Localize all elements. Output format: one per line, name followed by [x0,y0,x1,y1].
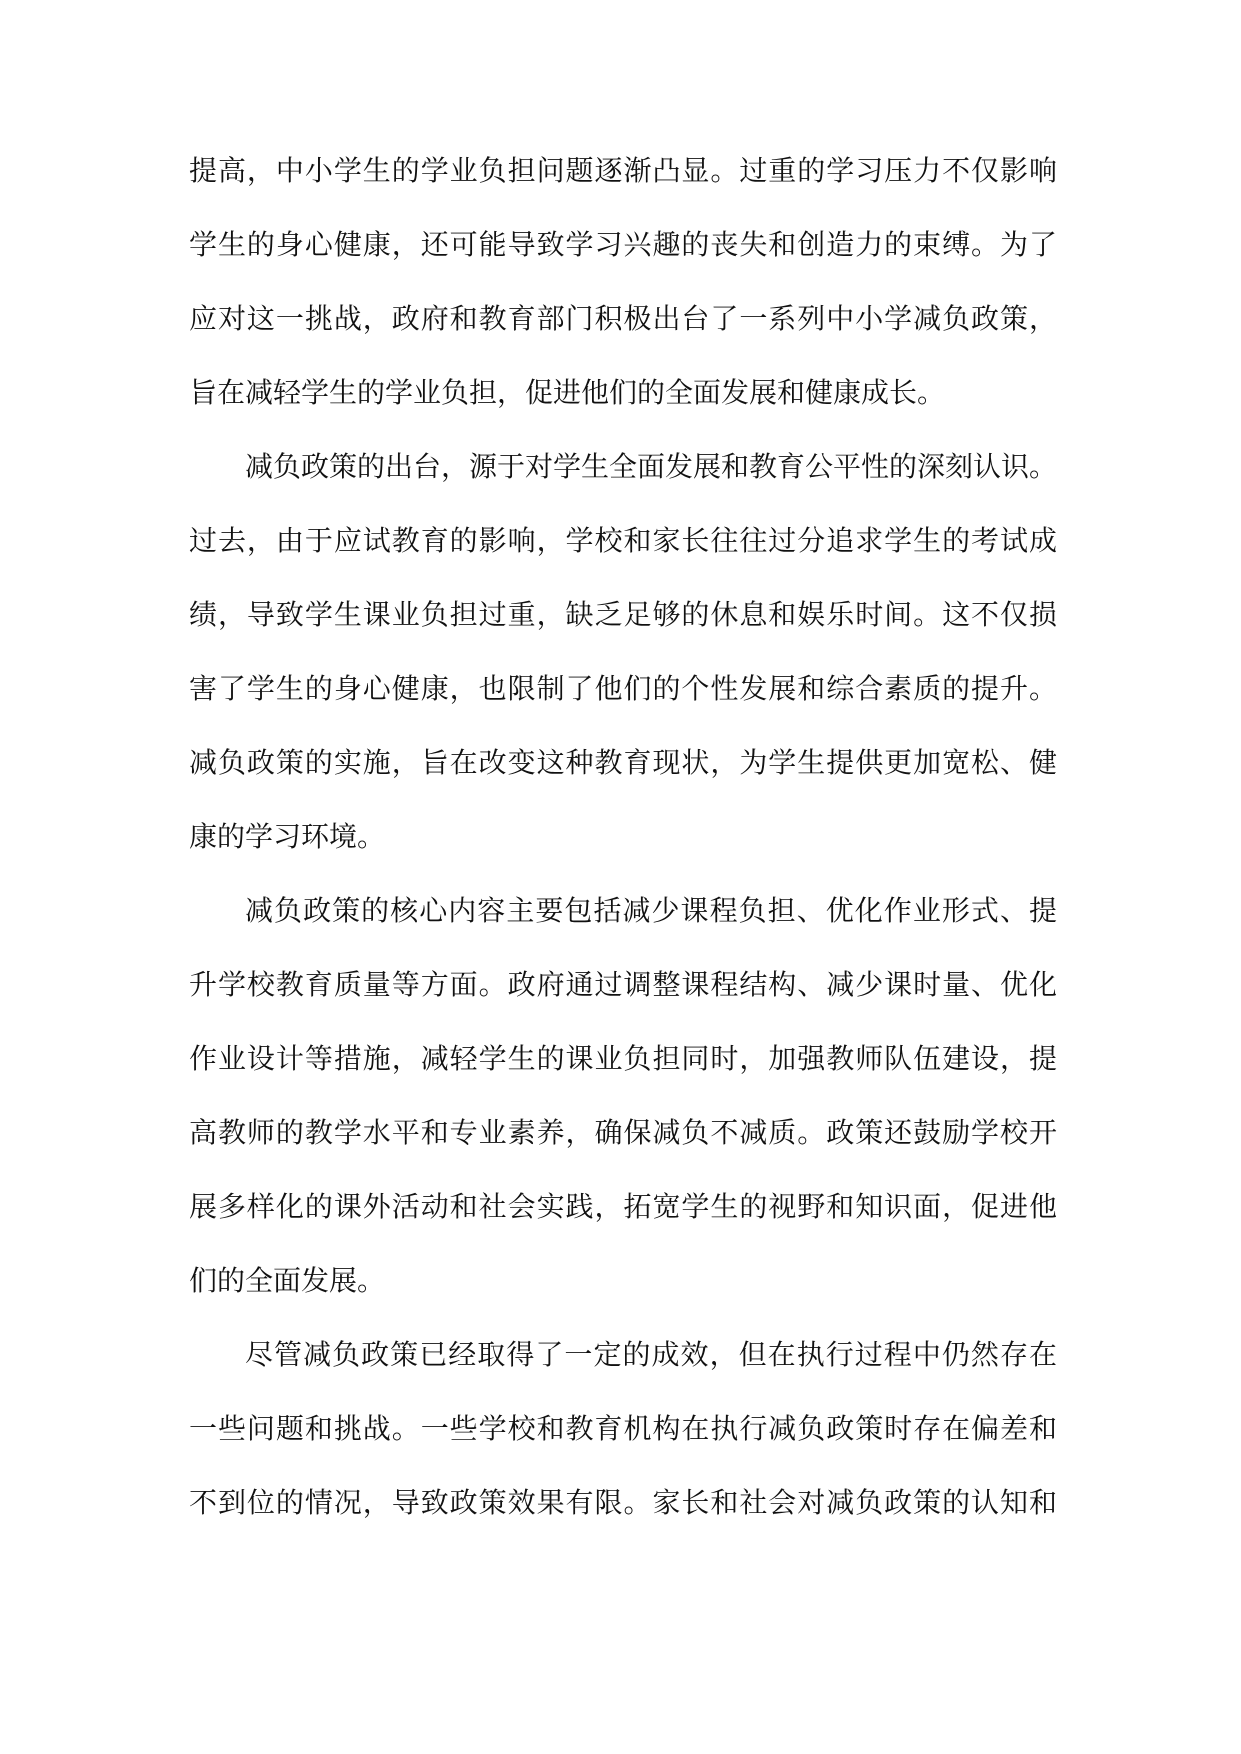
text-line: 一些问题和挑战。一些学校和教育机构在执行减负政策时存在偏差和 [189,1412,1057,1445]
text-line: 不到位的情况，导致政策效果有限。家长和社会对减负政策的认知和 [189,1486,1057,1519]
text-line: 作业设计等措施，减轻学生的课业负担同时，加强教师队伍建设，提 [189,1042,1057,1075]
text-line: 尽管减负政策已经取得了一定的成效，但在执行过程中仍然存在 [245,1338,1057,1371]
text-line: 提高，中小学生的学业负担问题逐渐凸显。过重的学习压力不仅影响 [189,154,1057,187]
text-line: 旨在减轻学生的学业负担，促进他们的全面发展和健康成长。 [189,376,946,409]
text-line: 害了学生的身心健康，也限制了他们的个性发展和综合素质的提升。 [189,672,1057,705]
text-line: 减负政策的实施，旨在改变这种教育现状，为学生提供更加宽松、健 [189,746,1057,779]
text-line: 升学校教育质量等方面。政府通过调整课程结构、减少课时量、优化 [189,968,1057,1001]
text-line: 们的全面发展。 [189,1264,386,1297]
text-line: 学生的身心健康，还可能导致学习兴趣的丧失和创造力的束缚。为了 [189,228,1057,261]
text-line: 减负政策的出台，源于对学生全面发展和教育公平性的深刻认识。 [245,450,1057,483]
text-line: 康的学习环境。 [189,820,386,853]
body-text [189,145,1057,1551]
text-line: 过去，由于应试教育的影响，学校和家长往往过分追求学生的考试成 [189,524,1057,557]
text-line: 展多样化的课外活动和社会实践，拓宽学生的视野和知识面，促进他 [189,1190,1057,1223]
text-line: 绩，导致学生课业负担过重，缺乏足够的休息和娱乐时间。这不仅损 [189,598,1057,631]
text-line: 应对这一挑战，政府和教育部门积极出台了一系列中小学减负政策， [189,302,1057,335]
text-line: 减负政策的核心内容主要包括减少课程负担、优化作业形式、提 [245,894,1057,927]
text-line: 高教师的教学水平和专业素养，确保减负不减质。政策还鼓励学校开 [189,1116,1057,1149]
